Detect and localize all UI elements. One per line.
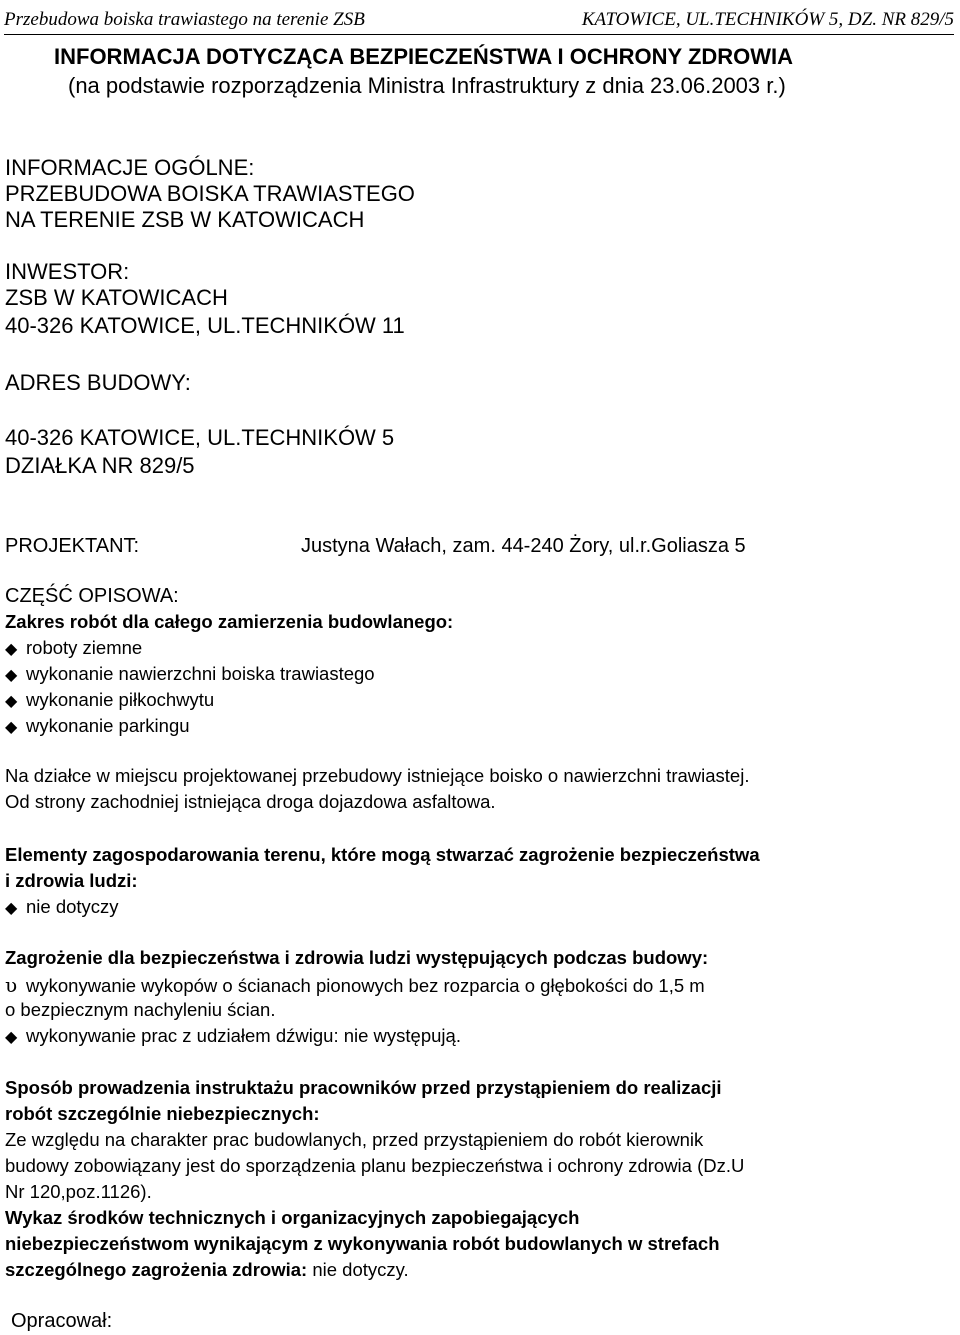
- running-header: [4, 6, 954, 35]
- upsilon-bullet-icon: υ: [5, 973, 18, 997]
- list-item: ◆ nie dotyczy: [5, 896, 119, 917]
- diamond-bullet-icon: ◆: [5, 639, 18, 658]
- measures-heading: niebezpieczeństwom wynikającym z wykonywania robót budowlanych w strefach: [5, 1233, 720, 1254]
- list-item: ◆ wykonywanie prac z udziałem dźwigu: nie występują.: [5, 1025, 461, 1046]
- general-heading: INFORMACJE OGÓLNE:: [5, 155, 255, 180]
- diamond-bullet-icon: ◆: [5, 1027, 18, 1046]
- hazards-heading: Zagrożenie dla bezpieczeństwa i zdrowia ludzi występujących podczas budowy:: [5, 947, 709, 968]
- header-project: Przebudowa boiska trawiastego na terenie ZSB: [4, 9, 365, 30]
- training-heading: robót szczególnie niebezpiecznych:: [5, 1103, 320, 1124]
- document-subtitle: (na podstawie rozporządzenia Ministra Infrastruktury z dnia 23.06.2003 r.): [68, 73, 786, 98]
- list-item: ◆ wykonanie parkingu: [5, 715, 190, 736]
- list-item: ◆ wykonanie piłkochwytu: [5, 689, 215, 710]
- training-text: budowy zobowiązany jest do sporządzenia planu bezpieczeństwa i ochrony zdrowia (Dz.U: [5, 1155, 745, 1176]
- elements-heading: Elementy zagospodarowania terenu, które mogą stwarzać zagrożenie bezpieczeństwa: [5, 844, 760, 865]
- diamond-bullet-icon: ◆: [5, 691, 18, 710]
- general-line: NA TERENIE ZSB W KATOWICACH: [5, 207, 365, 232]
- training-text: Nr 120,poz.1126).: [5, 1181, 152, 1202]
- training-heading: Sposób prowadzenia instruktażu pracowników przed przystąpieniem do realizacji: [5, 1077, 722, 1098]
- measures-row: szczególnego zagrożenia zdrowia: nie dotyczy.: [5, 1259, 409, 1280]
- elements-heading: i zdrowia ludzi:: [5, 870, 138, 891]
- investor-line: ZSB W KATOWICACH: [5, 285, 228, 310]
- header-address: KATOWICE, UL.TECHNIKÓW 5, DZ. NR 829/5: [581, 9, 954, 30]
- list-item: ◆ wykonanie nawierzchni boiska trawiastego: [5, 663, 375, 684]
- list-item: ◆ roboty ziemne: [5, 637, 143, 658]
- designer-row: [5, 535, 905, 561]
- diamond-bullet-icon: ◆: [5, 898, 18, 917]
- diamond-bullet-icon: ◆: [5, 717, 18, 736]
- list-item: υ wykonywanie wykopów o ścianach pionowych bez rozparcia o głębokości do 1,5 m: [5, 973, 705, 997]
- measures-heading: Wykaz środków technicznych i organizacyjnych zapobiegających: [5, 1207, 580, 1228]
- investor-line: 40-326 KATOWICE, UL.TECHNIKÓW 11: [5, 313, 405, 338]
- site-line: DZIAŁKA NR 829/5: [5, 453, 195, 478]
- document-title: INFORMACJA DOTYCZĄCA BEZPIECZEŃSTWA I OCHRONY ZDROWIA: [54, 44, 794, 69]
- diamond-bullet-icon: ◆: [5, 665, 18, 684]
- existing-text: Na działce w miejscu projektowanej przebudowy istniejące boisko o nawierzchni trawiastej.: [5, 765, 750, 786]
- existing-text: Od strony zachodniej istniejąca droga dojazdowa asfaltowa.: [5, 791, 496, 812]
- designer-label: PROJEKTANT:: [5, 535, 140, 557]
- designer-value: Justyna Wałach, zam. 44-240 Żory, ul.r.Goliasza 5: [301, 535, 746, 557]
- training-text: Ze względu na charakter prac budowlanych, przed przystąpieniem do robót kierownik: [5, 1129, 704, 1150]
- site-line: 40-326 KATOWICE, UL.TECHNIKÓW 5: [5, 425, 395, 450]
- hazard-continuation: o bezpiecznym nachyleniu ścian.: [5, 999, 276, 1020]
- descriptive-heading: CZĘŚĆ OPISOWA:: [5, 585, 179, 607]
- site-heading: ADRES BUDOWY:: [5, 370, 191, 395]
- general-line: PRZEBUDOWA BOISKA TRAWIASTEGO: [5, 181, 415, 206]
- scope-heading: Zakres robót dla całego zamierzenia budowlanego:: [5, 611, 454, 632]
- prepared-by-label: Opracował:: [11, 1310, 113, 1332]
- investor-heading: INWESTOR:: [5, 259, 130, 284]
